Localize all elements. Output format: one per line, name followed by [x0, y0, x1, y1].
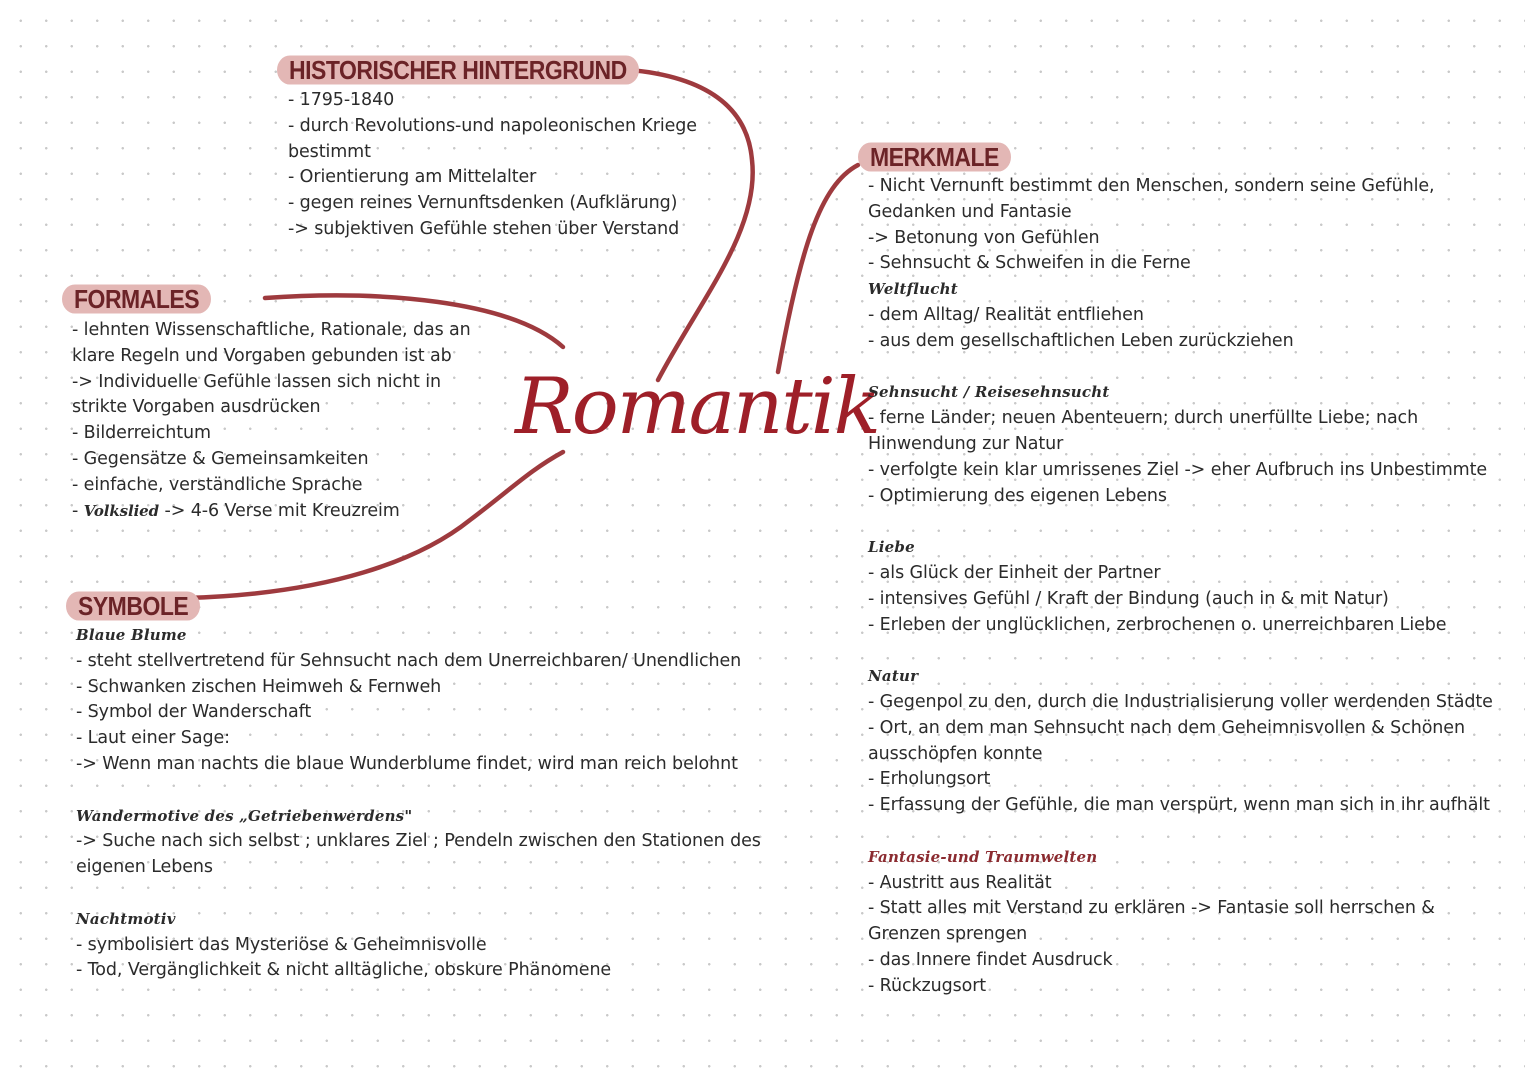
list-item: ausschöpfen konnte	[868, 743, 1043, 764]
list-item: - Schwanken zischen Heimweh & Fernweh	[76, 676, 442, 697]
formales-block	[72, 318, 471, 524]
list-item: eigenen Lebens	[76, 857, 213, 878]
list-item: - Laut einer Sage:	[76, 728, 230, 749]
list-item: - Nicht Vernunft bestimmt den Menschen, sondern seine Gefühle,	[868, 176, 1435, 196]
list-item: Gedanken und Fantasie	[868, 201, 1072, 222]
list-item: bestimmt	[288, 141, 371, 162]
list-item: - Erholungsort	[868, 769, 991, 790]
list-item: - Ort, an dem man Sehnsucht nach dem Geheimnisvollen & Schönen	[868, 717, 1465, 738]
volkslied-keyword: Volkslied	[83, 501, 160, 520]
formales-heading: FORMALES	[62, 284, 211, 313]
list-item: - lehnten Wissenschaftliche, Rationale, das an	[72, 320, 471, 340]
list-item: - ferne Länder; neuen Abenteuern; durch unerfüllte Liebe; nach	[868, 408, 1419, 429]
merkmale-block	[868, 174, 1493, 1000]
list-item: - einfache, verständliche Sprache	[72, 474, 363, 495]
list-item: Grenzen sprengen	[868, 924, 1028, 945]
list-item: - Rückzugsort	[868, 975, 987, 996]
list-item: - Statt alles mit Verstand zu erklären -> Fantasie soll herrschen &	[868, 898, 1435, 919]
subheading-wandermotive: Wandermotive des „Getriebenwerdens"	[76, 806, 413, 825]
symbole-heading: SYMBOLE	[66, 591, 200, 620]
list-item: - als Glück der Einheit der Partner	[868, 562, 1161, 583]
subheading-sehnsucht: Sehnsucht / Reisesehnsucht	[868, 383, 1110, 402]
list-item-rest: -> 4-6 Verse mit Kreuzreim	[159, 500, 400, 521]
subheading-liebe: Liebe	[868, 538, 915, 557]
list-item: - 1795-1840	[288, 90, 395, 110]
connector-merkmale	[778, 165, 858, 372]
subheading-fantasie: Fantasie-und Traumwelten	[868, 847, 1098, 866]
list-item: - verfolgte kein klar umrissenes Ziel -> eher Aufbruch ins Unbestimmte	[868, 459, 1488, 480]
list-item: strikte Vorgaben ausdrücken	[72, 397, 321, 418]
historisch-heading: HISTORISCHER HINTERGRUND	[277, 55, 639, 84]
list-item: - Gegensätze & Gemeinsamkeiten	[72, 448, 369, 469]
list-item: -> Suche nach sich selbst ; unklares Ziel ; Pendeln zwischen den Stationen des	[76, 831, 761, 852]
list-item: - Gegenpol zu den, durch die Industrialisierung voller werdenden Städte	[868, 691, 1493, 712]
subheading-blaue-blume: Blaue Blume	[76, 626, 187, 644]
subheading-weltflucht: Weltflucht	[868, 280, 958, 299]
list-item: - Erleben der unglücklichen, zerbrochenen o. unerreichbaren Liebe	[868, 614, 1447, 635]
list-item: - Tod, Vergänglichkeit & nicht alltägliche, obskure Phänomene	[76, 960, 612, 981]
central-topic: Romantik	[515, 362, 879, 452]
subheading-natur: Natur	[868, 667, 919, 686]
list-item: - gegen reines Vernunftsdenken (Aufklärung)	[288, 193, 678, 214]
list-prefix: -	[72, 500, 84, 521]
list-item: - durch Revolutions-und napoleonischen Kriege	[288, 115, 697, 136]
list-item: - aus dem gesellschaftlichen Leben zurückziehen	[868, 330, 1294, 351]
list-item	[72, 499, 471, 525]
list-item: - symbolisiert das Mysteriöse & Geheimnisvolle	[76, 934, 487, 955]
list-item: - dem Alltag/ Realität entfliehen	[868, 304, 1144, 325]
merkmale-heading: MERKMALE	[858, 142, 1011, 171]
list-item: klare Regeln und Vorgaben gebunden ist ab	[72, 345, 452, 366]
list-item: Hinwendung zur Natur	[868, 433, 1064, 454]
list-item: -> Wenn man nachts die blaue Wunderblume findet, wird man reich belohnt	[76, 753, 738, 774]
historisch-block	[288, 88, 697, 243]
list-item: -> Betonung von Gefühlen	[868, 227, 1100, 248]
list-item: - Bilderreichtum	[72, 423, 211, 444]
list-item: - Orientierung am Mittelalter	[288, 167, 537, 188]
list-item: - Symbol der Wanderschaft	[76, 702, 312, 723]
list-item: - Erfassung der Gefühle, die man verspürt, wenn man sich in ihr aufhält	[868, 795, 1490, 816]
subheading-nachtmotiv: Nachtmotiv	[76, 909, 176, 928]
symbole-block	[76, 623, 761, 984]
list-item: - Optimierung des eigenen Lebens	[868, 485, 1167, 506]
list-item: -> Individuelle Gefühle lassen sich nicht in	[72, 371, 442, 392]
list-item: - Austritt aus Realität	[868, 872, 1052, 893]
list-item: - intensives Gefühl / Kraft der Bindung (auch in & mit Natur)	[868, 588, 1389, 609]
list-item: - Sehnsucht & Schweifen in die Ferne	[868, 253, 1191, 274]
list-item: -> subjektiven Gefühle stehen über Verstand	[288, 218, 680, 239]
list-item: - steht stellvertretend für Sehnsucht nach dem Unerreichbaren/ Unendlichen	[76, 650, 742, 671]
list-item: - das Innere findet Ausdruck	[868, 949, 1113, 970]
